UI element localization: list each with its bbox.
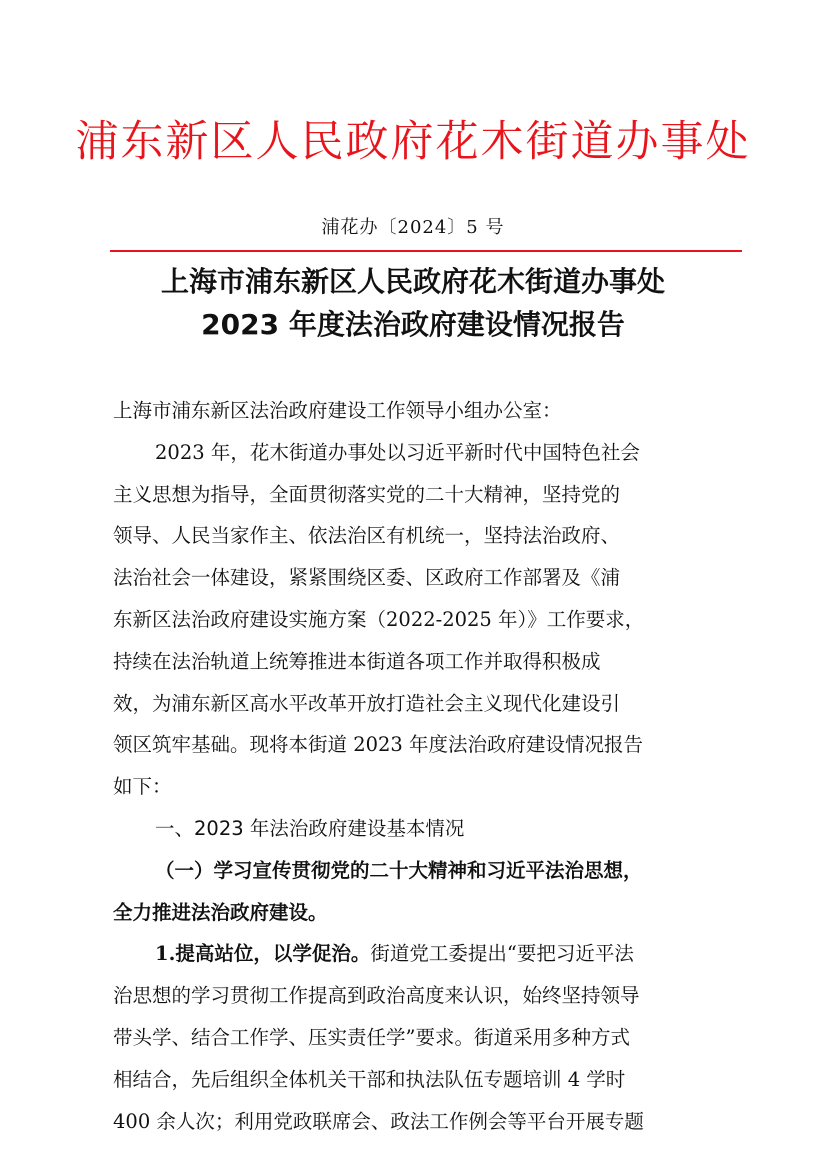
intro-line: 领区筑牢基础。现将本街道 2023 年度法治政府建设情况报告 bbox=[113, 733, 644, 757]
item-1-first-line bbox=[113, 933, 723, 975]
report-title-line-1: 上海市浦东新区人民政府花木街道办事处 bbox=[160, 265, 665, 298]
section-1-heading: 一、2023 年法治政府建设基本情况 bbox=[155, 816, 465, 840]
item-1-first-line-text: 街道党工委提出“要把习近平法 bbox=[370, 942, 634, 966]
report-title-line-2: 2023 年度法治政府建设情况报告 bbox=[201, 308, 625, 341]
intro-line: 2023 年，花木街道办事处以习近平新时代中国特色社会 bbox=[155, 440, 640, 464]
document-number: 浦花办〔2024〕5 号 bbox=[321, 217, 505, 238]
intro-line: 东新区法治政府建设实施方案（2022-2025 年）》工作要求， bbox=[113, 607, 645, 631]
report-body bbox=[113, 390, 723, 1142]
intro-line: 效，为浦东新区高水平改革开放打造社会主义现代化建设引 bbox=[113, 691, 621, 715]
item-1-line: 带头学、结合工作学、压实责任学”要求。街道采用多种方式 bbox=[113, 1025, 630, 1049]
intro-line: 法治社会一体建设，紧紧围绕区委、区政府工作部署及《浦 bbox=[113, 566, 621, 590]
intro-line: 主义思想为指导，全面贯彻落实党的二十大精神，坚持党的 bbox=[113, 482, 621, 506]
item-1-lead: 1.提高站位，以学促治。 bbox=[155, 942, 371, 966]
issuing-org-header: 浦东新区人民政府花木街道办事处 bbox=[75, 117, 751, 167]
subsection-1-heading-line-2: 全力推进法治政府建设。 bbox=[113, 900, 328, 924]
item-1-line: 400 余人次；利用党政联席会、政法工作例会等平台开展专题 bbox=[113, 1109, 644, 1133]
subsection-1-heading-line-1: （一）学习宣传贯彻党的二十大精神和习近平法治思想， bbox=[155, 858, 643, 882]
intro-line: 如下： bbox=[113, 775, 172, 799]
item-1-line: 治思想的学习贯彻工作提高到政治高度来认识，始终坚持领导 bbox=[113, 984, 640, 1008]
item-1-line: 相结合，先后组织全体机关干部和执法队伍专题培训 4 学时 bbox=[113, 1067, 626, 1091]
addressee: 上海市浦东新区法治政府建设工作领导小组办公室： bbox=[113, 399, 562, 422]
intro-line: 领导、人民当家作主、依法治区有机统一，坚持法治政府、 bbox=[113, 524, 621, 548]
red-divider-line bbox=[110, 250, 742, 252]
intro-line: 持续在法治轨道上统筹推进本街道各项工作并取得积极成 bbox=[113, 649, 601, 673]
